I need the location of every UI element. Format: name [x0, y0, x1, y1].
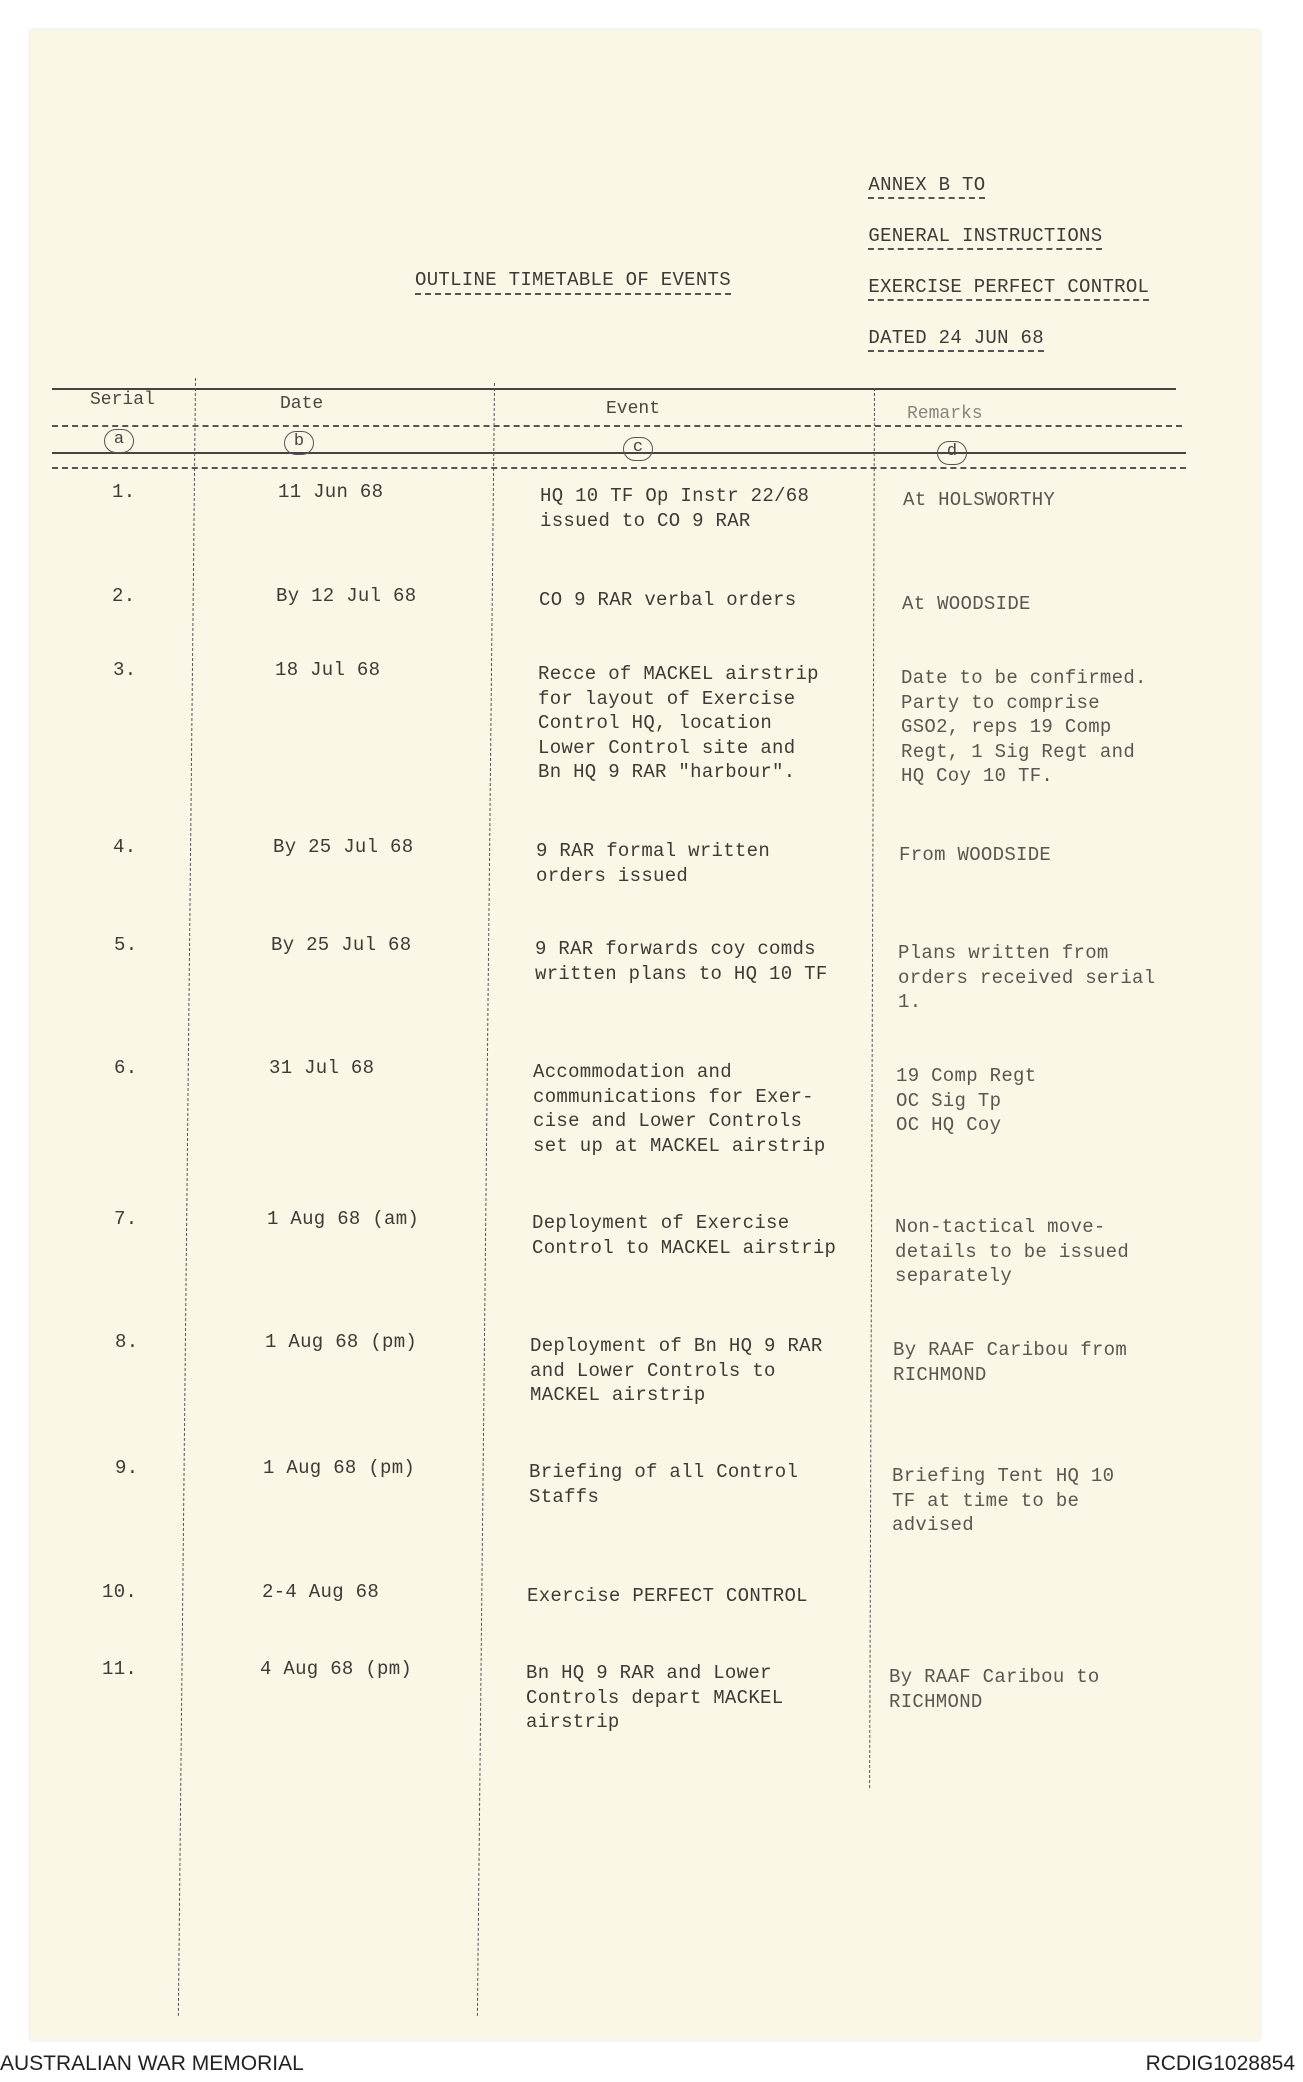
row-date: 4 Aug 68 (pm)	[260, 1658, 413, 1680]
row-date: 2-4 Aug 68	[262, 1581, 380, 1603]
row-remarks: At WOODSIDE	[902, 593, 1031, 615]
row-date: By 25 Jul 68	[273, 836, 414, 858]
annex-line: GENERAL INSTRUCTIONS	[868, 224, 1102, 251]
row-event: CO 9 RAR verbal orders	[539, 589, 797, 611]
annex-line: ANNEX B TO	[868, 173, 985, 200]
footer-id: RCDIG1028854	[1145, 2052, 1295, 2075]
header-rule	[52, 425, 1182, 427]
row-event: Bn HQ 9 RAR and Lower Controls depart MACKEL airstrip	[526, 1662, 784, 1733]
row-event: 9 RAR formal written orders issued	[536, 840, 771, 887]
row-serial: 3.	[113, 659, 137, 681]
row-serial: 11.	[102, 1658, 138, 1680]
header-bottom-rule	[52, 452, 1186, 454]
header-date: Date	[280, 394, 324, 414]
row-date: 1 Aug 68 (am)	[267, 1208, 420, 1230]
table-top-rule	[52, 388, 1176, 390]
annex-line: EXERCISE PERFECT CONTROL	[868, 275, 1149, 302]
header-key-a: a	[104, 429, 134, 453]
row-remarks: Date to be confirmed. Party to comprise GSO2, reps 19 Comp Regt, 1 Sig Regt and HQ Coy 10 TF.	[901, 667, 1147, 787]
row-remarks: 19 Comp Regt OC Sig Tp OC HQ Coy	[896, 1065, 1037, 1136]
row-serial: 7.	[114, 1208, 138, 1230]
row-serial: 6.	[114, 1057, 138, 1079]
header-bottom-rule-2	[52, 467, 1186, 469]
row-date: 31 Jul 68	[269, 1057, 375, 1079]
header-event: Event	[606, 399, 661, 419]
annex-line: DATED 24 JUN 68	[868, 326, 1044, 353]
header-serial: Serial	[90, 390, 155, 410]
row-remarks: From WOODSIDE	[899, 844, 1052, 866]
row-event: 9 RAR forwards coy comds written plans to HQ 10 TF	[535, 938, 828, 985]
row-remarks: By RAAF Caribou from RICHMOND	[893, 1339, 1128, 1386]
row-date: 11 Jun 68	[278, 481, 384, 503]
row-date: By 25 Jul 68	[271, 934, 412, 956]
row-date: By 12 Jul 68	[276, 585, 417, 607]
row-event: Exercise PERFECT CONTROL	[527, 1585, 808, 1607]
row-event: HQ 10 TF Op Instr 22/68 issued to CO 9 RAR	[540, 485, 810, 532]
row-serial: 8.	[115, 1331, 139, 1353]
row-date: 1 Aug 68 (pm)	[265, 1331, 418, 1353]
row-date: 1 Aug 68 (pm)	[263, 1457, 416, 1479]
header-key-d: d	[937, 441, 967, 465]
document-title: OUTLINE TIMETABLE OF EVENTS	[415, 268, 731, 295]
row-serial: 1.	[112, 481, 136, 503]
row-event: Recce of MACKEL airstrip for layout of Exercise Control HQ, location Lower Control site and Bn HQ 9 RAR "harbour".	[538, 663, 819, 783]
row-serial: 10.	[102, 1581, 138, 1603]
header-key-c: c	[623, 437, 653, 461]
row-remarks: By RAAF Caribou to RICHMOND	[889, 1666, 1100, 1713]
row-serial: 2.	[112, 585, 136, 607]
row-event: Deployment of Bn HQ 9 RAR and Lower Controls to MACKEL airstrip	[530, 1335, 823, 1406]
row-remarks: At HOLSWORTHY	[903, 489, 1056, 511]
header-remarks: Remarks	[907, 404, 983, 424]
footer-source: AUSTRALIAN WAR MEMORIAL	[0, 2052, 304, 2075]
row-event: Briefing of all Control Staffs	[529, 1461, 799, 1508]
row-remarks: Plans written from orders received serial 1.	[898, 942, 1156, 1013]
row-event: Accommodation and communications for Exer- cise and Lower Controls set up at MACKEL airstrip	[533, 1061, 826, 1157]
header-key-b: b	[284, 431, 314, 455]
row-remarks: Non-tactical move- details to be issued separately	[895, 1216, 1130, 1287]
annex-heading	[845, 148, 1149, 352]
row-remarks: Briefing Tent HQ 10 TF at time to be advised	[892, 1465, 1115, 1536]
row-serial: 5.	[114, 934, 138, 956]
row-serial: 9.	[115, 1457, 139, 1479]
row-event: Deployment of Exercise Control to MACKEL airstrip	[532, 1212, 837, 1259]
row-serial: 4.	[113, 836, 137, 858]
row-date: 18 Jul 68	[275, 659, 381, 681]
